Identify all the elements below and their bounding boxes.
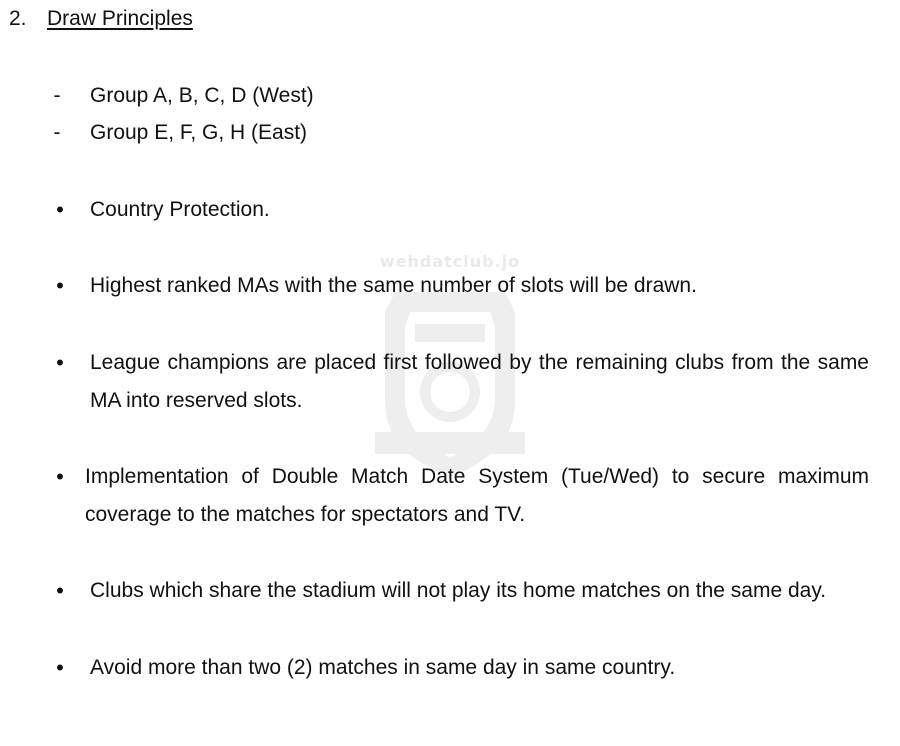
- bullet-text: League champions are placed first followed by the remaining clubs from the same MA into reserved slots.: [90, 351, 869, 412]
- bullet-text: Avoid more than two (2) matches in same day in same country.: [90, 656, 676, 679]
- bullet-text: Country Protection.: [90, 198, 270, 221]
- bullet-marker: •: [56, 273, 64, 298]
- dash-marker: -: [53, 84, 61, 107]
- bullet-marker: •: [56, 197, 64, 222]
- bullet-text: Clubs which share the stadium will not play its home matches on the same day.: [90, 579, 827, 602]
- watermark-text: wehdatclub.jo: [379, 252, 521, 271]
- group-east-text: Group E, F, G, H (East): [90, 121, 308, 144]
- section-heading: [9, 4, 193, 34]
- bullet-marker: •: [56, 350, 64, 375]
- bullet-marker: •: [56, 578, 64, 603]
- dash-marker: -: [53, 121, 61, 144]
- section-number: 2.: [9, 7, 27, 30]
- bullet-marker: •: [56, 655, 64, 680]
- bullet-marker: •: [56, 464, 64, 489]
- section-title: Draw Principles: [47, 7, 193, 30]
- group-west-text: Group A, B, C, D (West): [90, 84, 314, 107]
- bullet-text: Highest ranked MAs with the same number of slots will be drawn.: [90, 274, 697, 297]
- bullet-text: Implementation of Double Match Date System (Tue/Wed) to secure maximum coverage to the matches for spectators and TV.: [85, 465, 869, 526]
